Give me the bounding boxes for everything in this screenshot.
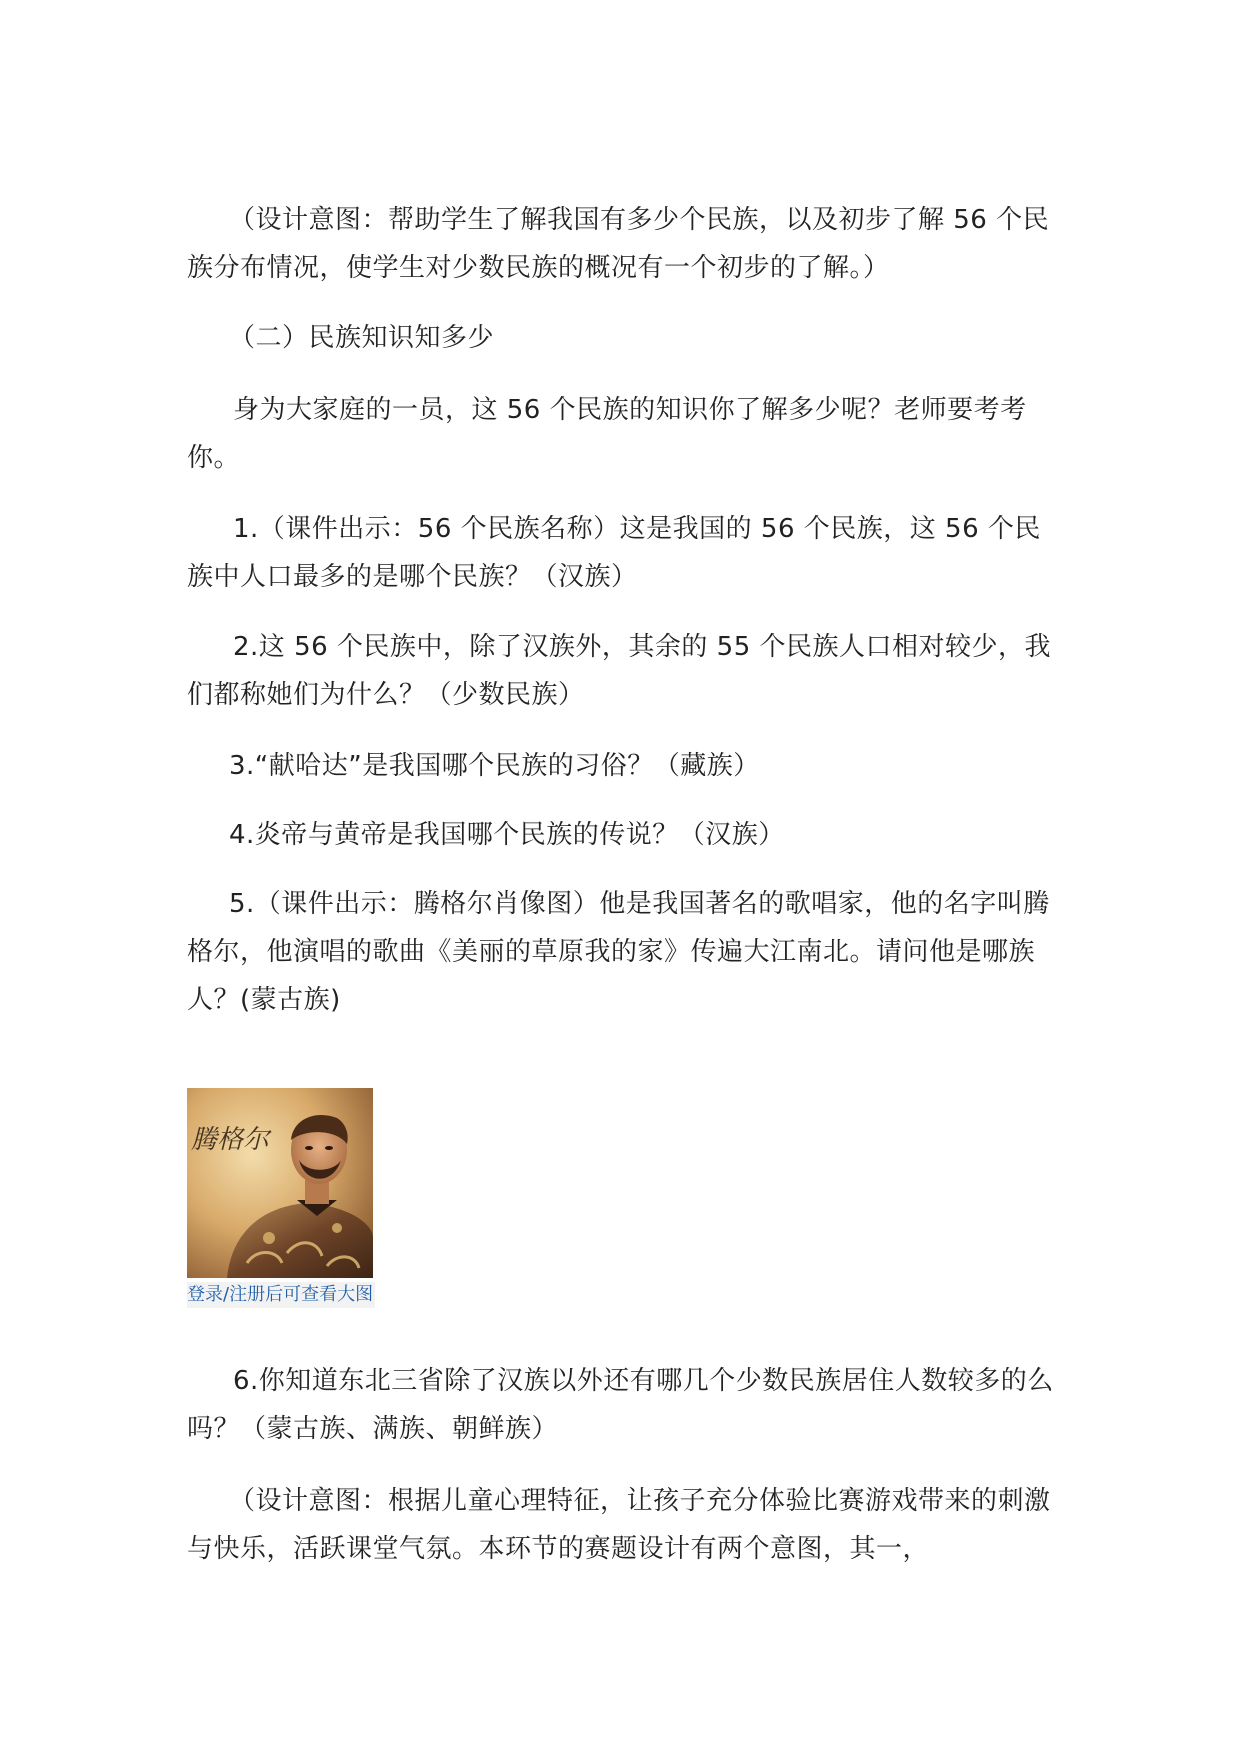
photo-lettering: 腾格尔 <box>191 1125 270 1155</box>
tengger-portrait-figure <box>187 1088 375 1308</box>
question-4: 4.炎帝与黄帝是我国哪个民族的传说？（汉族） <box>229 820 785 850</box>
question-3: 3.“献哈达”是我国哪个民族的习俗？（藏族） <box>229 751 760 781</box>
question-6: 6.你知道东北三省除了汉族以外还有哪几个少数民族居住人数较多的么吗？（蒙古族、满族、朝鲜族） <box>187 1366 1054 1444</box>
tengger-portrait-image[interactable] <box>187 1088 373 1278</box>
design-intent-paragraph-2: （设计意图：根据儿童心理特征，让孩子充分体验比赛游戏带来的刺激与快乐，活跃课堂气氛。本环节的赛题设计有两个意图，其一， <box>187 1486 1051 1564</box>
design-intent-paragraph-1: （设计意图：帮助学生了解我国有多少个民族，以及初步了解 56 个民族分布情况，使学生对少数民族的概况有一个初步的了解。） <box>187 205 1050 283</box>
question-2: 2.这 56 个民族中，除了汉族外，其余的 55 个民族人口相对较少，我们都称她们为什么？（少数民族） <box>187 632 1052 710</box>
intro-paragraph: 身为大家庭的一员，这 56 个民族的知识你了解多少呢？老师要考考你。 <box>187 395 1027 473</box>
question-1: 1.（课件出示：56 个民族名称）这是我国的 56 个民族，这 56 个民族中人口最多的是哪个民族？（汉族） <box>187 514 1041 592</box>
question-5: 5.（课件出示：腾格尔肖像图）他是我国著名的歌唱家，他的名字叫腾格尔，他演唱的歌曲《美丽的草原我的家》传遍大江南北。请问他是哪族人？(蒙古族) <box>187 889 1050 1015</box>
section-heading-ethnic-knowledge: （二）民族知识知多少 <box>229 323 495 353</box>
login-to-view-caption-link[interactable]: 登录/注册后可查看大图 <box>187 1282 375 1308</box>
